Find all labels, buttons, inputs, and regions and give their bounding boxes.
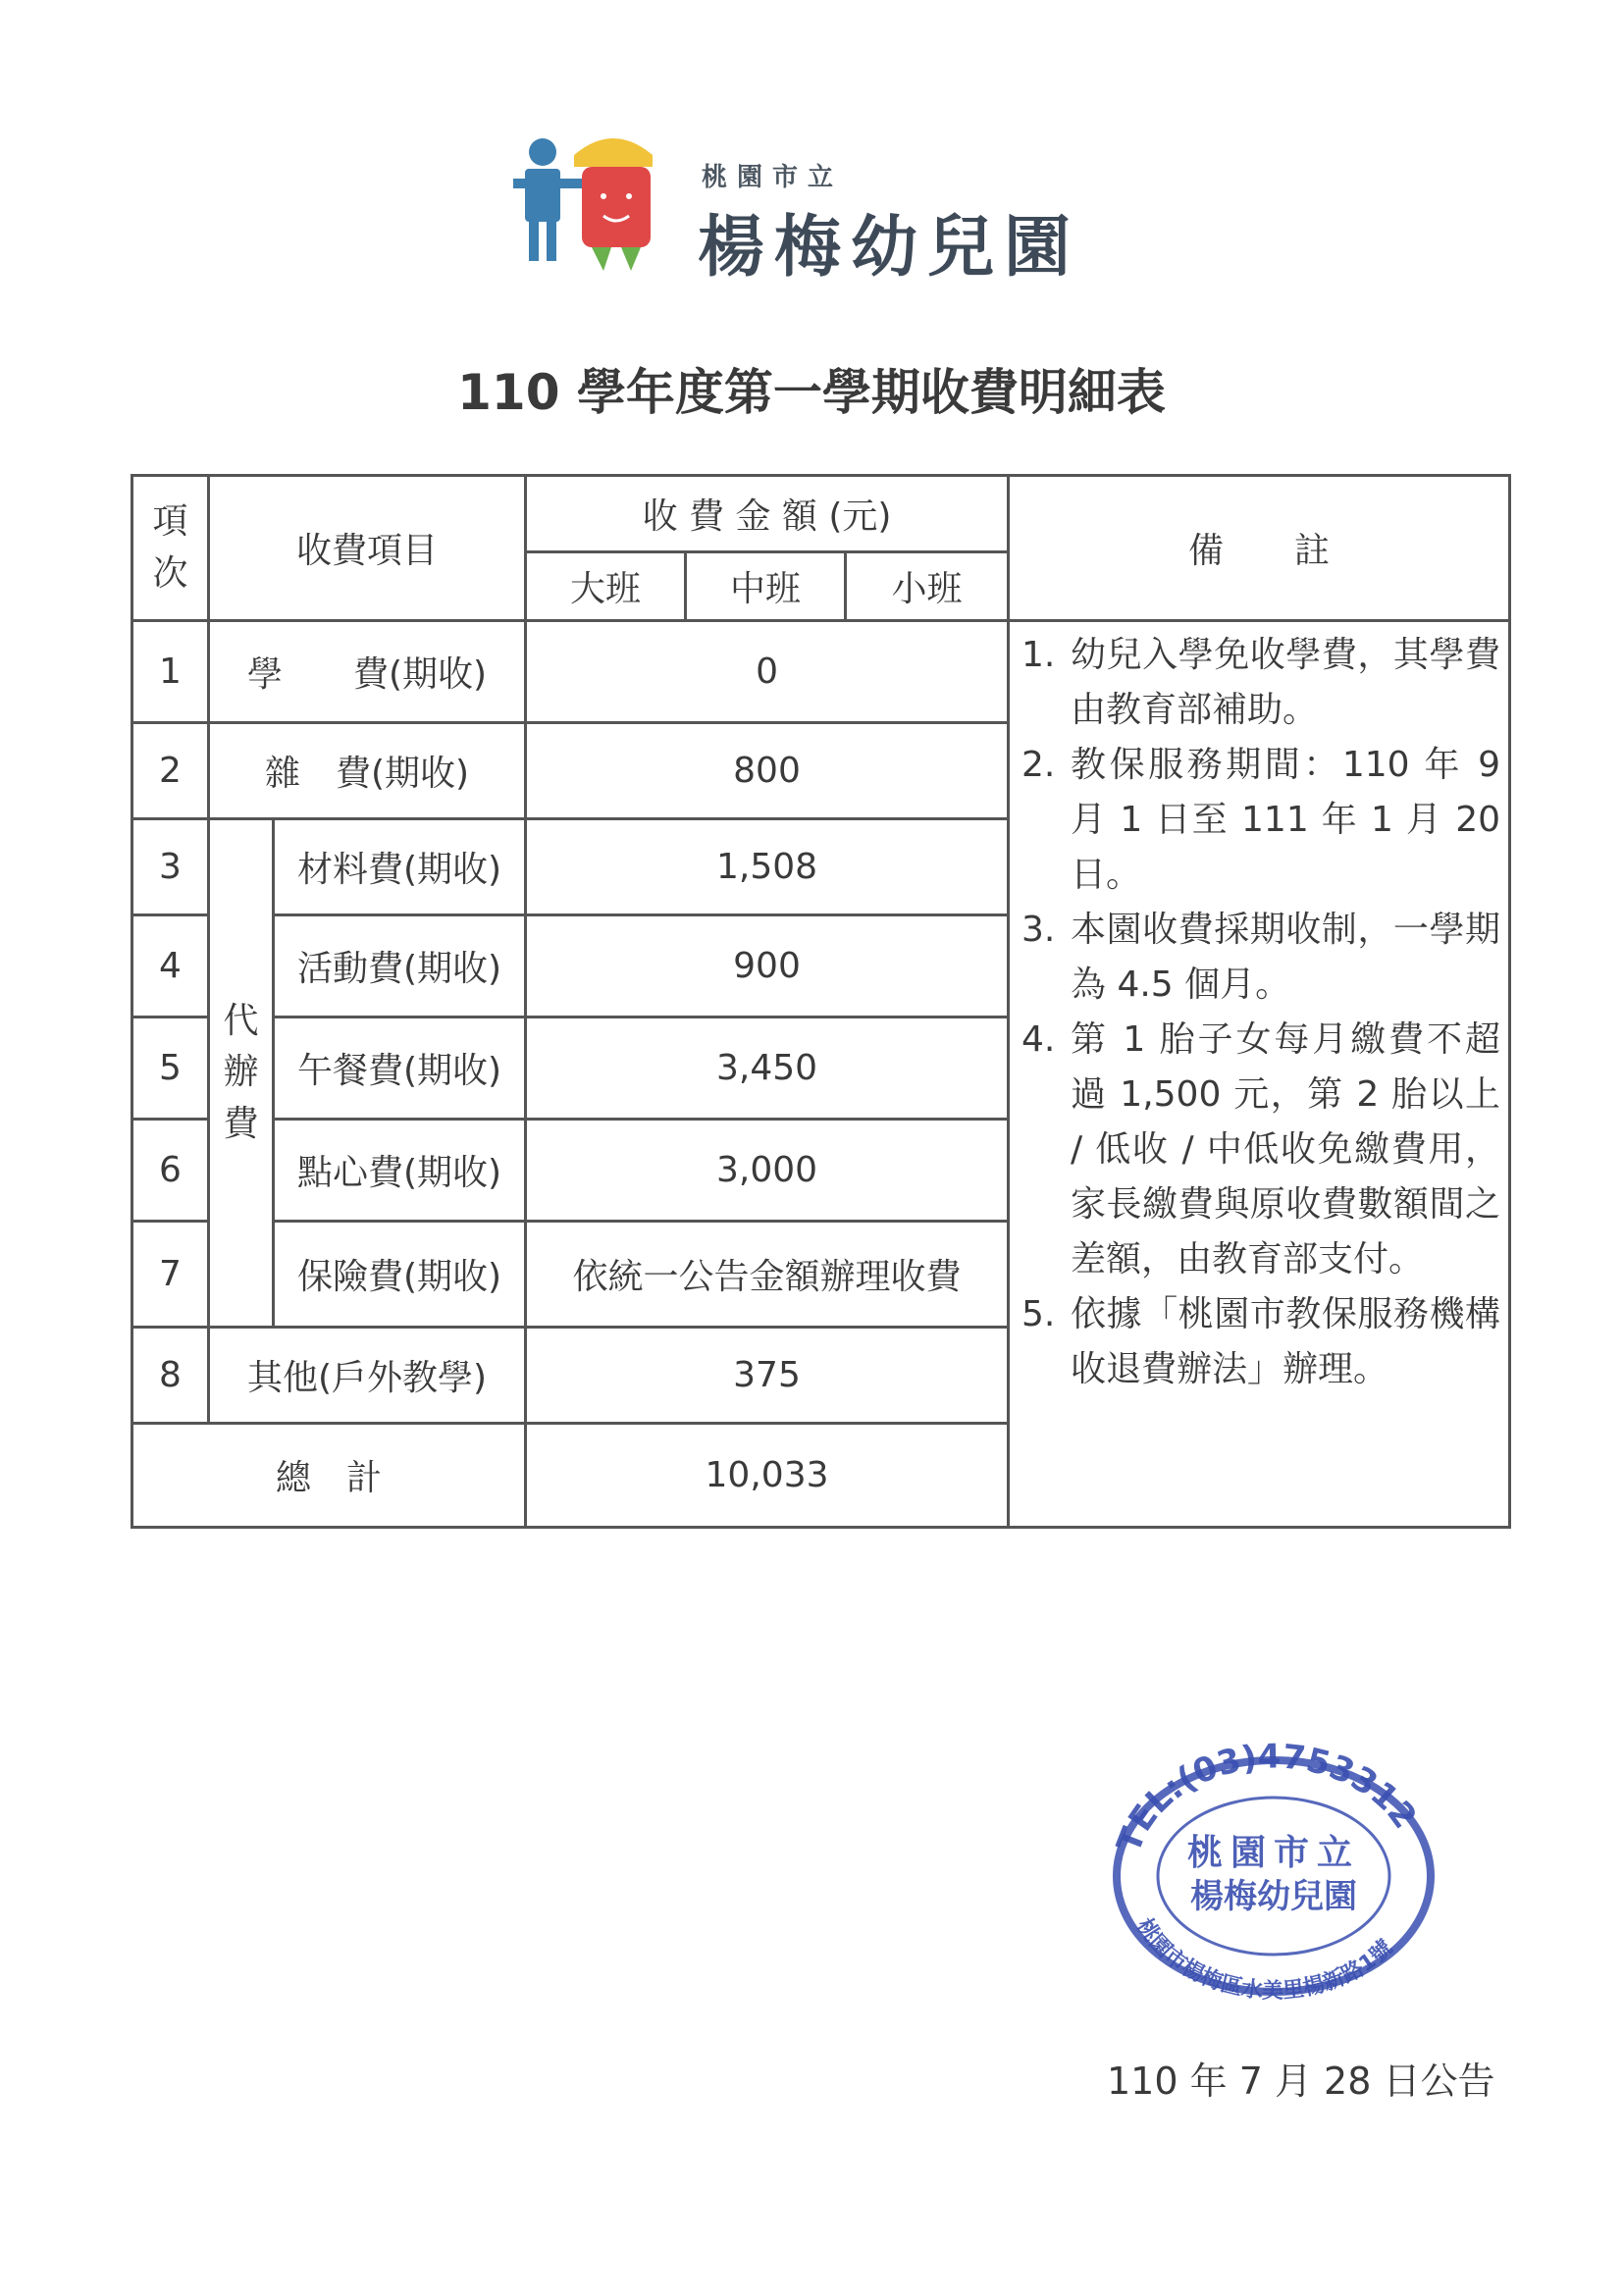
logo-subtitle: 桃園市立 xyxy=(702,163,844,192)
header-row-1 xyxy=(132,476,1510,552)
row-item: 點心費(期收) xyxy=(274,1120,526,1222)
kindergarten-logo-icon xyxy=(505,128,672,285)
row-no: 8 xyxy=(132,1328,209,1424)
row-no: 4 xyxy=(132,915,209,1018)
page-title: 110 學年度第一學期收費明細表 xyxy=(457,364,1166,421)
row-no: 7 xyxy=(132,1222,209,1328)
row-amount: 375 xyxy=(526,1328,1009,1424)
remarks-cell xyxy=(1009,621,1510,1528)
remark-item: 1. 幼兒入學免收學費，其學費由教育部補助。 xyxy=(1021,635,1501,730)
remark-item: 5. 依據「桃園市教保服務機構收退費辦法」辦理。 xyxy=(1021,1294,1501,1389)
table-row xyxy=(132,621,1510,723)
remark-item: 4. 第 1 胎子女每月繳費不超過 1,500 元，第 2 胎以上 / 低收 / 中低收免繳費用，家長繳費與原收費數額間之差額，由教育部支付。 xyxy=(1021,1019,1501,1279)
row-amount: 依統一公告金額辦理收費 xyxy=(526,1222,1009,1328)
row-item: 雜 費(期收) xyxy=(209,723,526,819)
svg-text:桃園市楊梅區水美里楊新路1號 xyxy=(1131,1914,1397,2004)
header-amount: 收 費 金 額 (元) xyxy=(526,476,1009,552)
header-class-small: 小班 xyxy=(846,552,1009,621)
row-amount: 3,000 xyxy=(526,1120,1009,1222)
row-item: 活動費(期收) xyxy=(274,915,526,1018)
total-amount: 10,033 xyxy=(526,1424,1009,1528)
row-amount: 800 xyxy=(526,723,1009,819)
row-item: 保險費(期收) xyxy=(274,1222,526,1328)
header-item: 收費項目 xyxy=(209,476,526,621)
announcement-date: 110 年 7 月 28 日公告 xyxy=(1107,2060,1495,2103)
row-no: 2 xyxy=(132,723,209,819)
row-amount: 3,450 xyxy=(526,1018,1009,1120)
row-no: 6 xyxy=(132,1120,209,1222)
header-class-large: 大班 xyxy=(526,552,686,621)
header-class-middle: 中班 xyxy=(686,552,846,621)
row-amount: 900 xyxy=(526,915,1009,1018)
row-item: 學 費(期收) xyxy=(209,621,526,723)
remark-item: 3. 本園收費採期收制，一學期為 4.5 個月。 xyxy=(1021,910,1501,1005)
total-label: 總 計 xyxy=(132,1424,526,1528)
remarks-list xyxy=(1021,628,1500,1397)
fee-table xyxy=(131,474,1511,1529)
header-item-no: 項次 xyxy=(132,476,209,621)
seal-line1: 桃園市立 xyxy=(1186,1833,1361,1873)
row-amount: 0 xyxy=(526,621,1009,723)
seal-tel: TEL:(03)4753312 xyxy=(1109,1739,1425,1858)
seal-line2: 楊梅幼兒園 xyxy=(1190,1877,1357,1916)
seal-address: 桃園市楊梅區水美里楊新路1號 xyxy=(1131,1914,1398,2004)
row-item: 材料費(期收) xyxy=(274,819,526,915)
logo xyxy=(505,128,1114,285)
row-amount: 1,508 xyxy=(526,819,1009,915)
row-item: 其他(戶外教學) xyxy=(209,1328,526,1424)
header-remarks: 備 註 xyxy=(1009,476,1510,621)
official-seal xyxy=(1097,1739,1450,2004)
row-no: 1 xyxy=(132,621,209,723)
row-no: 3 xyxy=(132,819,209,915)
row-item: 午餐費(期收) xyxy=(274,1018,526,1120)
row-no: 5 xyxy=(132,1018,209,1120)
remark-item: 2. 教保服務期間：110 年 9 月 1 日至 111 年 1 月 20 日。 xyxy=(1021,745,1501,895)
agency-fee-group: 代辦費 xyxy=(209,819,274,1328)
logo-name: 楊梅幼兒園 xyxy=(698,209,1081,287)
